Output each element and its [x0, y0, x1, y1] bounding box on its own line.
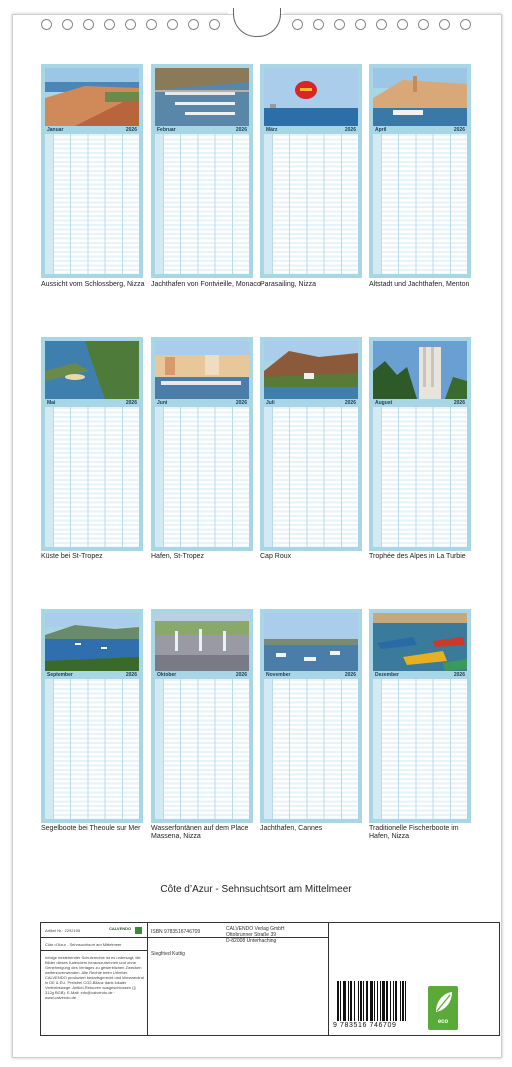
month-photo	[45, 613, 139, 671]
month-year: 2026	[344, 400, 356, 406]
month-name: August	[375, 400, 393, 406]
binding-hole	[209, 19, 220, 30]
month-photo	[155, 68, 249, 126]
barcode-bar	[393, 981, 394, 1021]
month-year: 2026	[453, 400, 465, 406]
binding-hole	[146, 19, 157, 30]
marina-image	[264, 613, 358, 671]
binding-hole	[125, 19, 136, 30]
isbn: ISBN 9783516746709	[151, 929, 201, 935]
month-panel	[369, 609, 471, 823]
leaf-icon	[428, 988, 458, 1018]
month-photo	[45, 341, 139, 399]
month-photo	[155, 613, 249, 671]
month-grid	[45, 671, 139, 819]
month-panel	[260, 609, 362, 823]
month-photo	[373, 68, 467, 126]
barcode-bar	[390, 981, 391, 1021]
month-year: 2026	[125, 127, 137, 133]
month-panel	[151, 609, 253, 823]
barcode-bar	[395, 981, 397, 1021]
photo-caption: Trophée des Alpes in La Turbie	[369, 553, 466, 560]
photo-caption: Wasserfontänen auf dem Place Massena, Nizza	[151, 825, 249, 840]
fountains-image	[155, 613, 249, 671]
month-grid	[155, 671, 249, 819]
legal-notice: Infolge bestehender Schutzrechte ist es untersagt, die Bilder dieses Kalenders herauszutrennen und ohne Genehmigung des Verlages zu gewerblichen Zwecken weiterzuverwenden. Alle Rechte beim Urheber. CALVENDO produziert bedarfsgerecht und klimaneutral in DE & EU. Preisfrei CO2-Bilanz dank lokaler Vertriebswege. Artikel-Retouren ausgeschlossen (§ 312g BGB). E-Mail: info@calvendo.de · www.calvendo.de	[45, 955, 144, 1000]
month-grid	[45, 399, 139, 547]
photo-caption: Küste bei St-Tropez	[41, 553, 103, 560]
binding-hole	[334, 19, 345, 30]
calvendo-logo: CALVENDO	[109, 926, 132, 931]
sailboats-image	[45, 613, 139, 671]
calvendo-logo-mark	[135, 927, 142, 934]
month-year: 2026	[125, 672, 137, 678]
month-name: Dezember	[375, 672, 399, 678]
barcode-bar	[402, 981, 404, 1021]
photo-caption: Aussicht vom Schlossberg, Nizza	[41, 281, 145, 288]
month-year: 2026	[344, 672, 356, 678]
month-photo	[155, 341, 249, 399]
binding-hole	[460, 19, 471, 30]
info-short-title: Côte d’Azur - Sehnsuchtsort am Mittelmeer	[45, 942, 122, 947]
calendar-title: Côte d’Azur - Sehnsuchtsort am Mittelmeer	[160, 884, 352, 895]
publisher-name: CALVENDO Verlag GmbH	[226, 926, 285, 932]
month-name: März	[266, 127, 278, 133]
barcode-bar	[348, 981, 349, 1021]
month-panel	[369, 64, 471, 278]
binding-hole	[355, 19, 366, 30]
photo-caption: Traditionelle Fischerboote im Hafen, Nizza	[369, 825, 459, 840]
barcode-bar	[377, 981, 378, 1021]
month-grid	[45, 126, 139, 274]
barcode-number: 9 783516 746709	[333, 1022, 397, 1029]
parasail-image	[264, 68, 358, 126]
month-panel	[260, 337, 362, 551]
month-grid	[155, 399, 249, 547]
article-number: Artikel Nr.: 2292195	[45, 928, 81, 933]
month-year: 2026	[453, 672, 465, 678]
binding-hole	[292, 19, 303, 30]
month-year: 2026	[453, 127, 465, 133]
barcode-bar	[380, 981, 381, 1021]
month-panel	[151, 64, 253, 278]
month-grid	[264, 399, 358, 547]
binding-hole	[397, 19, 408, 30]
photo-caption: Altstadt und Jachthafen, Menton	[369, 281, 470, 288]
binding-hole	[439, 19, 450, 30]
month-name: September	[47, 672, 73, 678]
month-name: April	[375, 127, 387, 133]
port-image	[155, 341, 249, 399]
month-photo	[45, 68, 139, 126]
barcode-bar	[340, 981, 341, 1021]
month-grid	[373, 671, 467, 819]
monument-image	[373, 341, 467, 399]
photo-caption: Parasailing, Nizza	[260, 281, 317, 288]
city-view-image	[45, 68, 139, 126]
coast-image	[45, 341, 139, 399]
old-town-image	[373, 68, 467, 126]
info-block	[40, 922, 500, 1036]
barcode	[337, 981, 423, 1021]
month-year: 2026	[235, 400, 247, 406]
month-grid	[373, 399, 467, 547]
barcode-bar	[363, 981, 364, 1021]
binding-hole	[62, 19, 73, 30]
photo-caption: Cap Roux	[260, 553, 292, 560]
month-name: Juni	[157, 400, 168, 406]
month-photo	[264, 68, 358, 126]
barcode-bar	[343, 981, 346, 1021]
month-name: Februar	[157, 127, 176, 133]
binding-hole	[376, 19, 387, 30]
month-year: 2026	[344, 127, 356, 133]
month-grid	[155, 126, 249, 274]
barcode-bar	[400, 981, 401, 1021]
month-year: 2026	[125, 400, 137, 406]
binding-hole	[313, 19, 324, 30]
barcode-bar	[354, 981, 355, 1021]
publisher-city: D-82008 Unterhaching	[226, 938, 277, 944]
month-name: November	[266, 672, 291, 678]
cap-roux-image	[264, 341, 358, 399]
barcode-bar	[358, 981, 359, 1021]
barcode-bar	[337, 981, 339, 1021]
month-panel	[41, 64, 143, 278]
month-name: Juli	[266, 400, 275, 406]
month-grid	[373, 126, 467, 274]
photo-caption: Segelboote bei Theoule sur Mer	[41, 825, 141, 832]
eco-badge	[428, 986, 458, 1030]
month-year: 2026	[235, 127, 247, 133]
barcode-bar	[366, 981, 368, 1021]
binding-hole	[104, 19, 115, 30]
barcode-bar	[360, 981, 362, 1021]
barcode-bar	[374, 981, 375, 1021]
fishing-boats-image	[373, 613, 467, 671]
month-panel	[369, 337, 471, 551]
harbor-image	[155, 68, 249, 126]
barcode-bar	[350, 981, 352, 1021]
binding-hole	[41, 19, 52, 30]
photo-caption: Jachthafen von Fontvieille, Monaco	[151, 281, 261, 288]
month-panel	[41, 609, 143, 823]
month-panel	[151, 337, 253, 551]
barcode-bar	[370, 981, 373, 1021]
month-name: Mai	[47, 400, 56, 406]
month-grid	[264, 126, 358, 274]
month-photo	[264, 341, 358, 399]
eco-label: eco	[437, 1019, 449, 1025]
photo-caption: Hafen, St-Tropez	[151, 553, 205, 560]
binding-hole	[83, 19, 94, 30]
barcode-bar	[386, 981, 388, 1021]
barcode-bar	[382, 981, 385, 1021]
month-name: Oktober	[157, 672, 177, 678]
month-grid	[264, 671, 358, 819]
month-year: 2026	[235, 672, 247, 678]
month-photo	[373, 341, 467, 399]
binding-hole	[167, 19, 178, 30]
month-photo	[373, 613, 467, 671]
photo-caption: Jachthafen, Cannes	[260, 825, 323, 832]
binding-hole	[188, 19, 199, 30]
month-panel	[41, 337, 143, 551]
publisher-street: Ottobrunner Straße 39	[226, 932, 277, 938]
author: Siegfried Kuttig	[151, 951, 185, 957]
month-name: Januar	[47, 127, 64, 133]
month-panel	[260, 64, 362, 278]
month-photo	[264, 613, 358, 671]
barcode-bar	[405, 981, 406, 1021]
binding-hole	[418, 19, 429, 30]
